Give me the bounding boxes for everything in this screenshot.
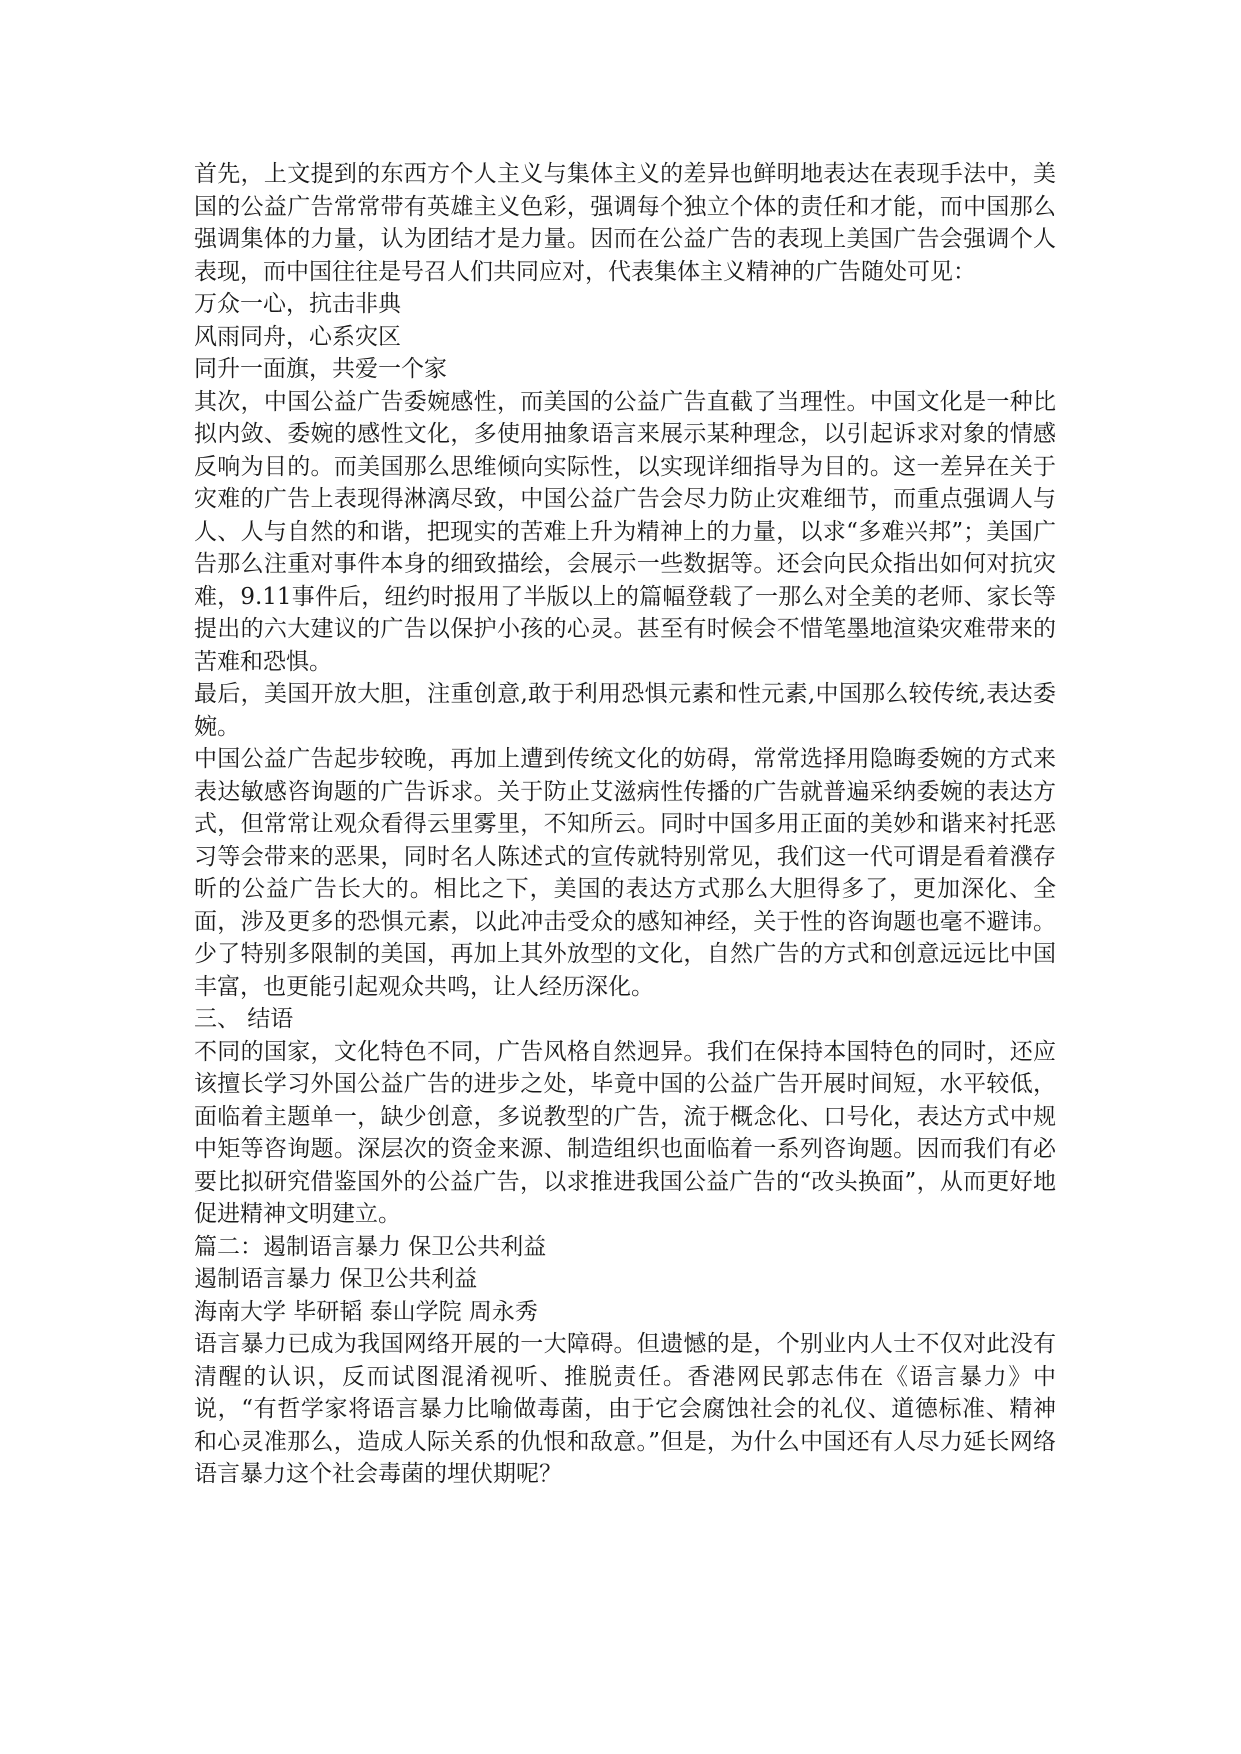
article-two-authors: 海南大学 毕研韬 泰山学院 周永秀 [194,1298,538,1325]
paragraph-language-violence: 语言暴力已成为我国网络开展的一大障碍。但遗憾的是，个别业内人士不仅对此没有清醒的认识，反而试图混淆视听、推脱责任。香港网民郭志伟在《语言暴力》中说，“有哲学家将语言暴力比喻做毒菌，由于它会腐蚀社会的礼仪、道德标准、精神和心灵准那么，造成人际关系的仇恨和敌意。”但是，为什么中国还有人尽力延长网络语言暴力这个社会毒菌的埋伏期呢？ [194,1331,1056,1487]
paragraph-intro-collectivism: 首先，上文提到的东西方个人主义与集体主义的差异也鲜明地表达在表现手法中，美国的公益广告常常带有英雄主义色彩，强调每个独立个体的责任和才能，而中国那么强调集体的力量，认为团结才是力量。因而在公益广告的表现上美国广告会强调个人表现，而中国往往是号召人们共同应对，代表集体主义精神的广告随处可见： [194,161,1056,285]
slogan-line-1: 万众一心，抗击非典 [194,291,401,317]
paragraph-comparison: 中国公益广告起步较晚，再加上遭到传统文化的妨碍，常常选择用隐晦委婉的方式来表达敏感咨询题的广告诉求。关于防止艾滋病性传播的广告就普遍采纳委婉的表达方式，但常常让观众看得云里雾里，不知所云。同时中国多用正面的美妙和谐来衬托恶习等会带来的恶果，同时名人陈述式的宣传就特别常见，我们这一代可谓是看着濮存昕的公益广告长大的。相比之下，美国的表达方式那么大胆得多了，更加深化、全面，涉及更多的恐惧元素，以此冲击受众的感知神经，关于性的咨询题也毫不避讳。少了特别多限制的美国，再加上其外放型的文化，自然广告的方式和创意远远比中国丰富，也更能引起观众共鸣，让人经历深化。 [194,746,1056,1000]
slogan-line-3: 同升一面旗，共爱一个家 [194,356,447,382]
paragraph-second-point: 其次，中国公益广告委婉感性，而美国的公益广告直截了当理性。中国文化是一种比拟内敛、委婉的感性文化，多使用抽象语言来展示某种理念，以引起诉求对象的情感反响为目的。而美国那么思维倾向实际性，以实现详细指导为目的。这一差异在关于灾难的广告上表现得淋漓尽致，中国公益广告会尽力防止灾难细节，而重点强调人与人、人与自然的和谐，把现实的苦难上升为精神上的力量，以求“多难兴邦”；美国广告那么注重对事件本身的细致描绘，会展示一些数据等。还会向民众指出如何对抗灾难，9.11事件后，纽约时报用了半版以上的篇幅登载了一那么对全美的老师、家长等提出的六大建议的广告以保护小孩的心灵。甚至有时候会不惜笔墨地渲染灾难带来的苦难和恐惧。 [194,388,1056,675]
document-body [194,158,1056,1491]
article-two-title: 遏制语言暴力 保卫公共利益 [194,1266,478,1292]
paragraph-third-point: 最后，美国开放大胆，注重创意,敢于利用恐惧元素和性元素,中国那么较传统,表达委婉。 [194,681,1056,740]
slogan-line-2: 风雨同舟，心系灾区 [194,323,401,350]
section-heading-conclusion: 三、 结语 [194,1006,294,1032]
paragraph-conclusion: 不同的国家，文化特色不同，广告风格自然迥异。我们在保持本国特色的同时，还应该擅长学习外国公益广告的进步之处，毕竟中国的公益广告开展时间短，水平较低，面临着主题单一，缺少创意，多说教型的广告，流于概念化、口号化，表达方式中规中矩等咨询题。深层次的资金来源、制造组织也面临着一系列咨询题。因而我们有必要比拟研究借鉴国外的公益广告，以求推进我国公益广告的“改头换面”，从而更好地促进精神文明建立。 [194,1038,1056,1227]
article-two-label: 篇二：遏制语言暴力 保卫公共利益 [194,1233,547,1260]
